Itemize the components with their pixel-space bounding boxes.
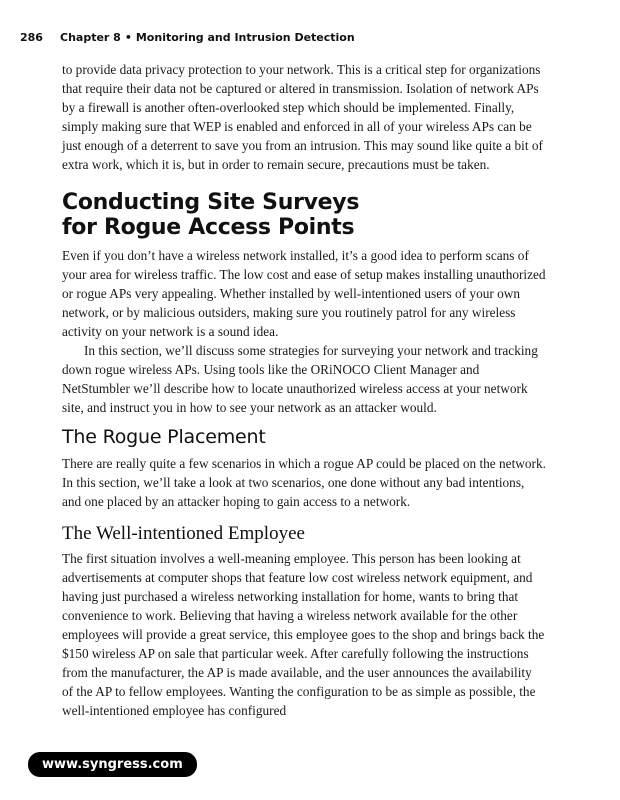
subsubheading-well-intentioned-employee: The Well-intentioned Employee xyxy=(62,523,305,544)
intro-paragraph: to provide data privacy protection to your network. This is a critical step for organizations that require their data not be captured or altered in transmission. Isolation of network APs by a firewall is another often-overlooked step which should be implemented. Finally, simply making sure that WEP is enabled and enforced in all of your wireless APs can be just enough of a deterrent to save you from an intrusion. This may sound like quite a bit of extra work, which it is, but in order to remain secure, precautions must be taken. xyxy=(62,62,543,172)
section-heading-line2: for Rogue Access Points xyxy=(62,215,355,240)
chapter-title: Monitoring and Intrusion Detection xyxy=(135,31,355,44)
chapter-label: Chapter 8 xyxy=(60,31,121,44)
page-content xyxy=(62,60,546,720)
footer-url-badge: www.syngress.com xyxy=(28,752,197,777)
section-paragraph-1: Even if you don’t have a wireless network installed, it’s a good idea to perform scans of your area for wireless traffic. The low cost and ease of setup makes installing unauthorized or rogue APs very appealing. Whether installed by well-intentioned users of your own network, or by malicious outsiders, making sure you routinely patrol for any wireless activity on your network is a sound idea. xyxy=(62,248,546,339)
header-separator: • xyxy=(124,31,132,44)
running-header xyxy=(20,31,355,44)
section-heading-line1: Conducting Site Surveys xyxy=(62,190,360,215)
section-heading xyxy=(62,190,546,240)
employee-paragraph: The first situation involves a well-meaning employee. This person has been looking at advertisements at computer shops that feature low cost wireless network equipment, and having just purchased a wireless networking installation for home, wants to bring that convenience to work. Believing that having a wireless network available for the other employees will provide a great service, this employee goes to the shop and brings back the $150 wireless AP on sale that particular week. After carefully following the instructions from the manufacturer, the AP is made available, and the user announces the availability of the AP to fellow employees. Wanting the configuration to be as simple as possible, the well-intentioned employee has configured xyxy=(62,551,545,718)
subheading-rogue-placement: The Rogue Placement xyxy=(62,426,266,448)
page-number: 286 xyxy=(20,31,43,44)
subsection-paragraph: There are really quite a few scenarios in which a rogue AP could be placed on the network. In this section, we’ll take a look at two scenarios, one done without any bad intentions, and one placed by an attacker hoping to gain access to a network. xyxy=(62,456,546,509)
section-paragraph-2: In this section, we’ll discuss some strategies for surveying your network and tracking down rogue wireless APs. Using tools like the ORiNOCO Client Manager and NetStumbler we’ll describe how to locate unauthorized wireless access at your network site, and instruct you in how to see your network as an attacker would. xyxy=(62,343,538,415)
